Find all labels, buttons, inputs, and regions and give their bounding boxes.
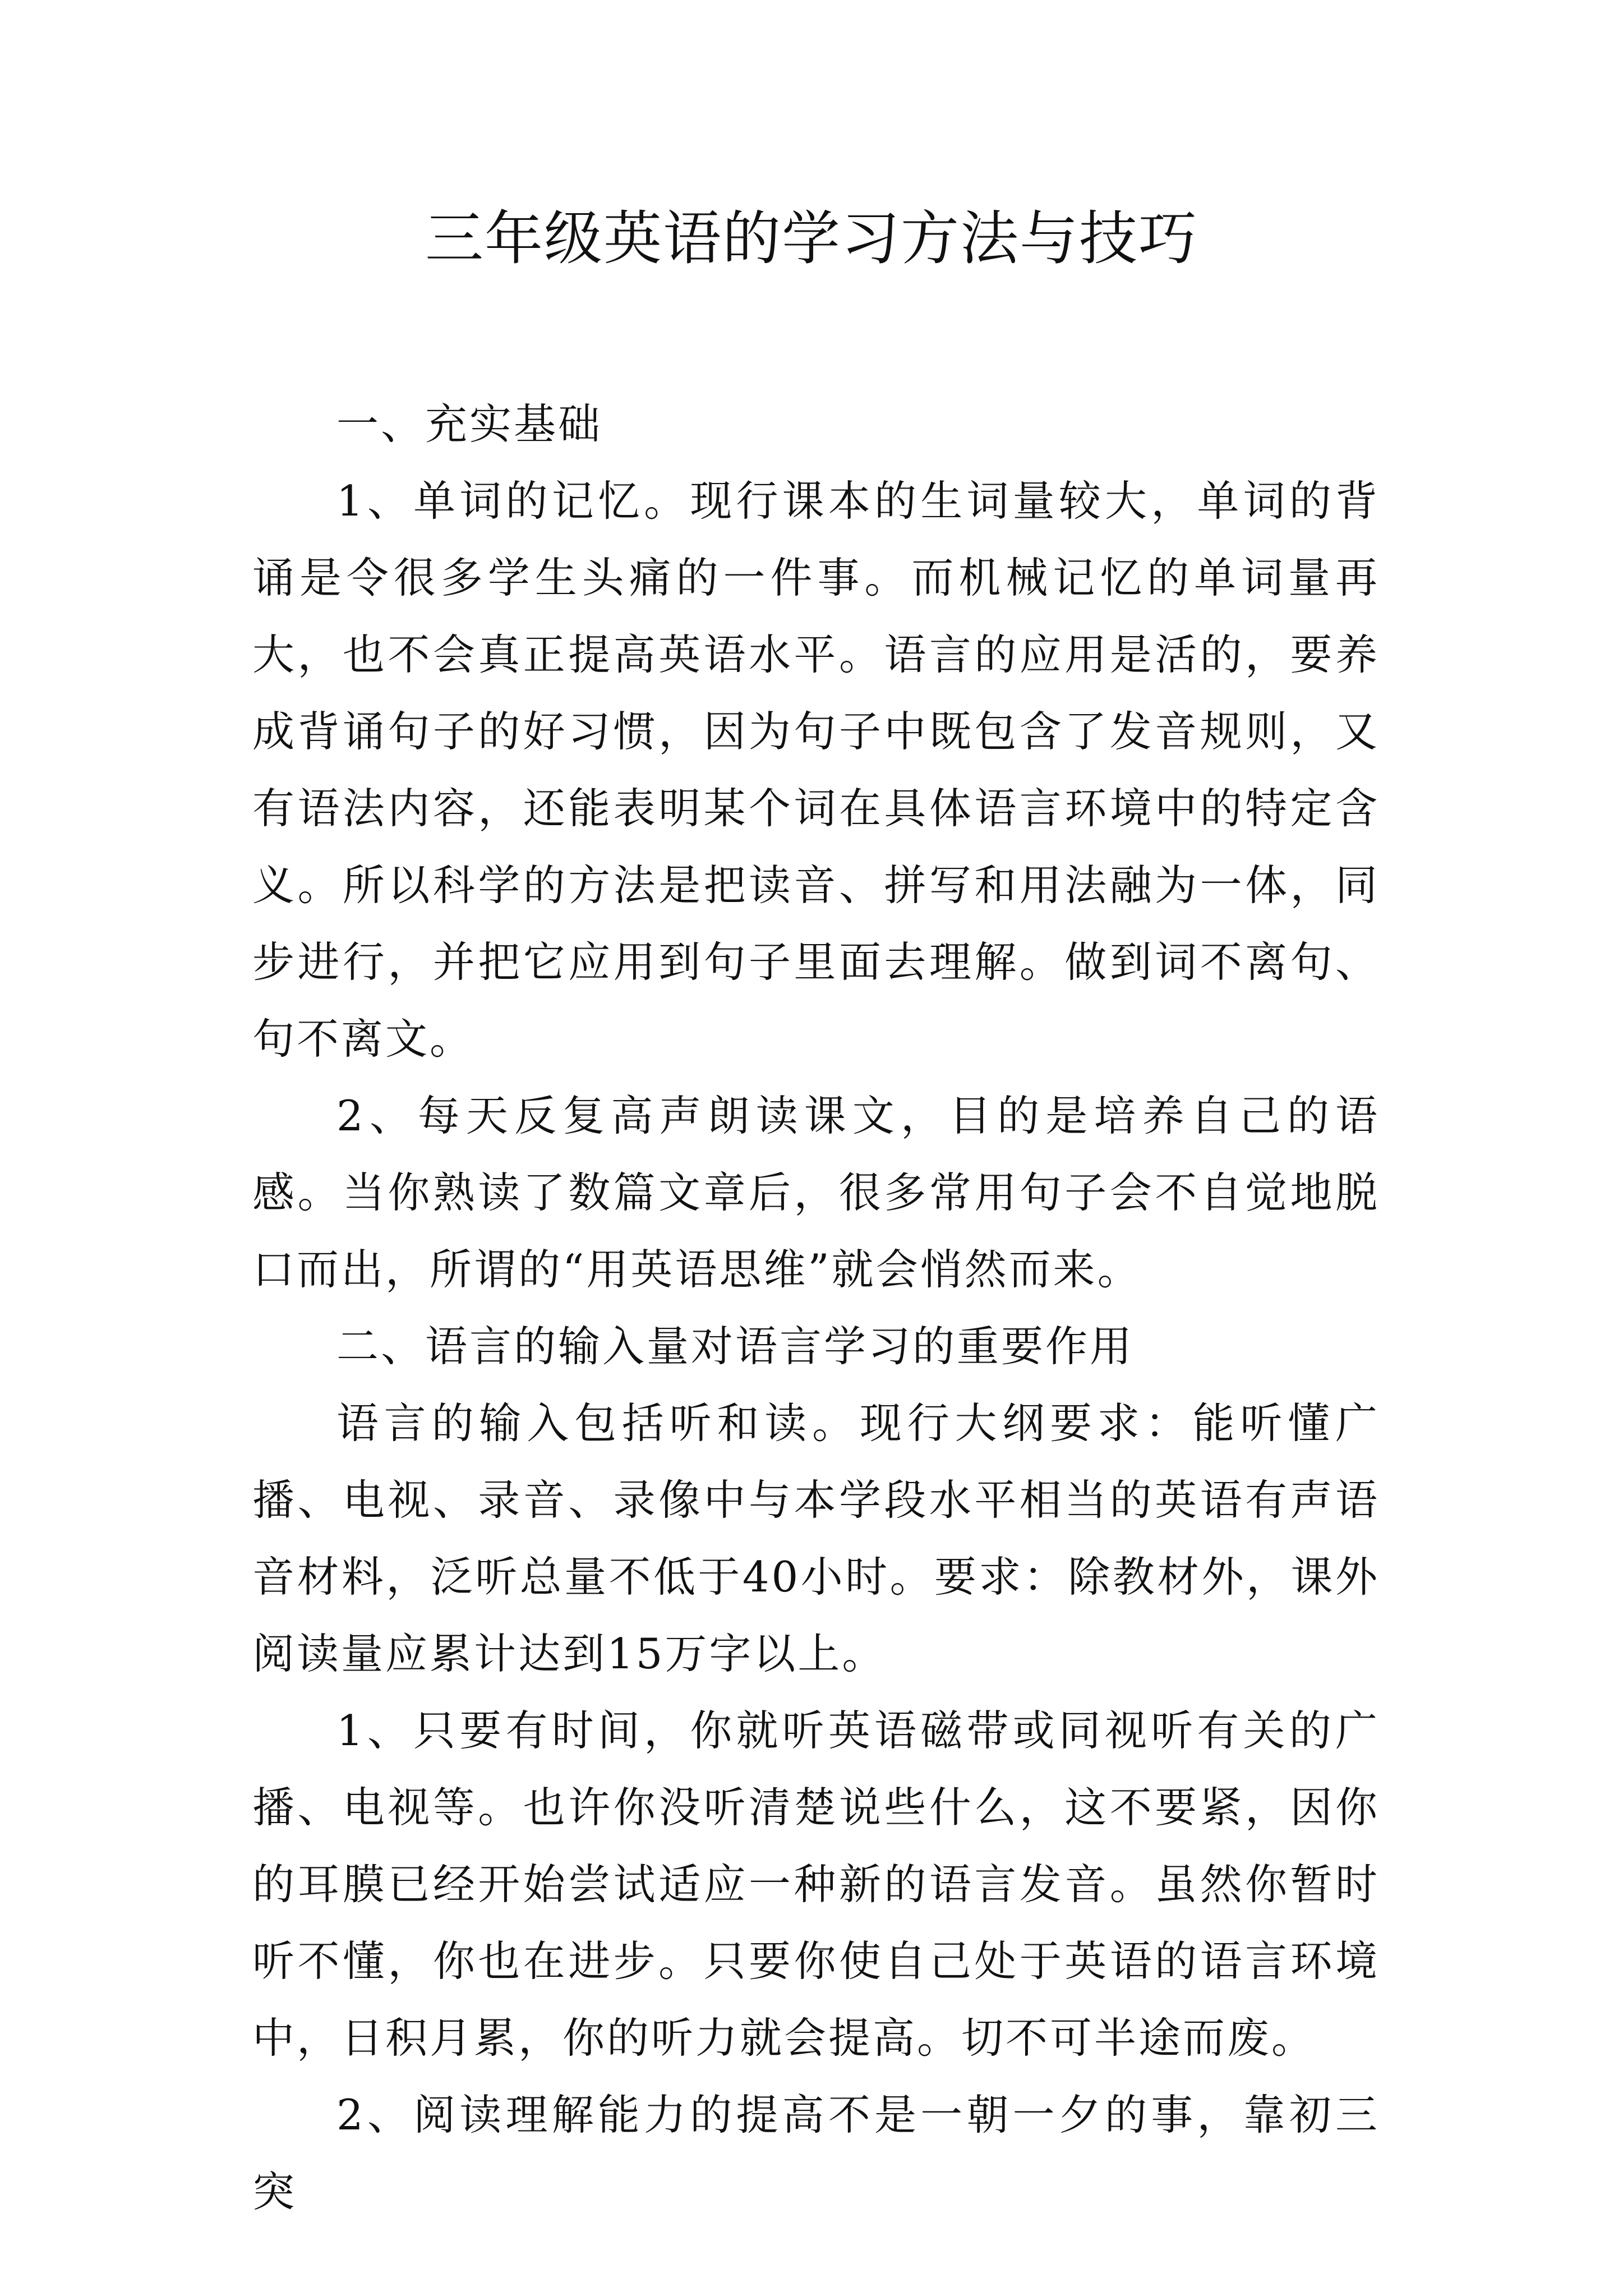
- paragraph: 2、每天反复高声朗读课文，目的是培养自己的语感。当你熟读了数篇文章后，很多常用句子会不自觉地脱口而出，所谓的“用英语思维”就会悄然而来。: [252, 1091, 1380, 1294]
- section-heading: 二、语言的输入量对语言学习的重要作用: [336, 1322, 1135, 1371]
- paragraph: 语言的输入包括听和读。现行大纲要求：能听懂广播、电视、录音、录像中与本学段水平相当的英语有声语音材料，泛听总量不低于40小时。要求：除教材外，课外阅读量应累计达到15万字以上。: [252, 1398, 1380, 1678]
- paragraph: 1、单词的记忆。现行课本的生词量较大，单词的背诵是令很多学生头痛的一件事。而机械记忆的单词量再大，也不会真正提高英语水平。语言的应用是活的，要养成背诵句子的好习惯，因为句子中既包含了发音规则，又有语法内容，还能表明某个词在具体语言环境中的特定含义。所以科学的方法是把读音、拼写和用法融为一体，同步进行，并把它应用到句子里面去理解。做到词不离句、句不离文。: [252, 476, 1380, 1064]
- paragraph: 2、阅读理解能力的提高不是一朝一夕的事，靠初三突: [252, 2090, 1380, 2216]
- document-body: [252, 386, 1380, 2230]
- document-title: 三年级英语的学习方法与技巧: [425, 204, 1198, 273]
- section-heading: 一、充实基础: [336, 399, 603, 449]
- paragraph: 1、只要有时间，你就听英语磁带或同视听有关的广播、电视等。也许你没听清楚说些什么，这不要紧，因你的耳膜已经开始尝试适应一种新的语言发音。虽然你暂时听不懂，你也在进步。只要你使自己处于英语的语言环境中，日积月累，你的听力就会提高。切不可半途而废。: [252, 1706, 1380, 2063]
